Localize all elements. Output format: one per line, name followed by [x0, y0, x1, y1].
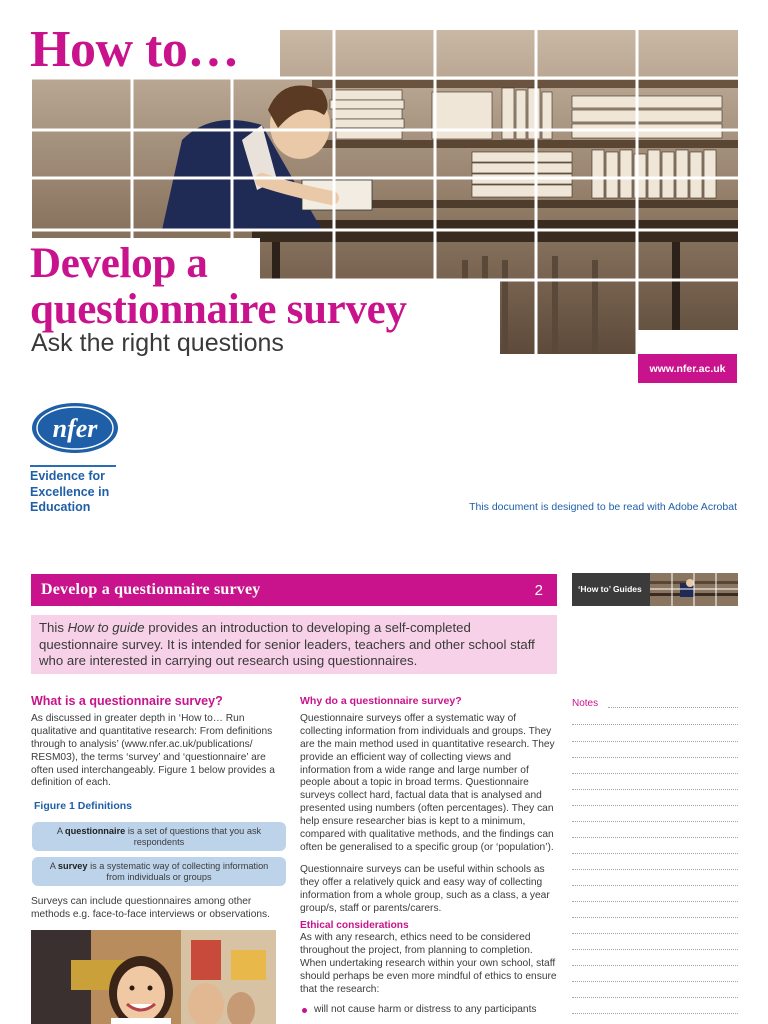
- intro-text-rest: provides an introduction to developing a self-completed questionnaire survey. It is intended for senior leaders, teachers and other school staff who are interested in carrying out research using questionnaires.: [39, 620, 535, 668]
- figure-1-label: Figure 1 Definitions: [34, 800, 133, 813]
- what-is-paragraph: As discussed in greater depth in ‘How to… Run qualitative and quantitative research: From definitions through to analysis’ (www.nfer.ac.uk/publications/ RESM03), the terms ‘survey’ and ‘questionnaire’ are often used interchangeably. Figure 1 below provides a definition of each.: [31, 712, 275, 789]
- column-1: [31, 695, 275, 922]
- nfer-tagline: [30, 469, 140, 516]
- note-line: [572, 869, 738, 870]
- cover-title-line-2: questionnaire survey: [30, 286, 407, 333]
- pupil-photo: [31, 930, 276, 1024]
- acrobat-note: This document is designed to be read with Adobe Acrobat: [469, 501, 737, 513]
- term-questionnaire: questionnaire: [65, 825, 126, 836]
- surveys-include-paragraph: Surveys can include questionnaires among other methods e.g. face-to-face interviews or observations.: [31, 896, 270, 921]
- note-line: [608, 707, 738, 708]
- note-line: [572, 741, 738, 742]
- page-number: 2: [534, 581, 543, 599]
- why-do-paragraph-1: Questionnaire surveys offer a systematic way of collecting information from individuals and groups. They are the main method used in quantitative research. They provide an efficient way of collecting views and information from a wide range and large number of people about a topic in broad terms. Questionnaire surveys collect hard, factual data that is analysed and presented using numbers (often percentages). They can help ensure researcher bias is kept to a minimum, compared with qualitative methods, and the findings can often be generalised to a specific group (or ‘population’).: [300, 712, 555, 853]
- note-line: [572, 821, 738, 822]
- note-line: [572, 1013, 738, 1014]
- tagline-line-2: Excellence in: [30, 484, 110, 499]
- logo-divider: [30, 465, 116, 467]
- note-line: [572, 773, 738, 774]
- term-survey: survey: [57, 860, 88, 871]
- note-line: [572, 789, 738, 790]
- column-2: [300, 695, 557, 1017]
- how-to-guides-link[interactable]: [572, 573, 738, 606]
- why-do-heading: Why do a questionnaire survey?: [300, 695, 462, 707]
- note-line: [572, 724, 738, 725]
- note-line: [572, 965, 738, 966]
- tagline-line-1: Evidence for: [30, 469, 106, 483]
- note-line: [572, 981, 738, 982]
- list-item: will not cause harm or distress to any participants: [300, 1004, 557, 1017]
- definition-questionnaire: A questionnaire is a set of questions that you ask respondents: [32, 822, 286, 851]
- page-header-title: Develop a questionnaire survey: [41, 581, 261, 598]
- notes-label: Notes: [572, 698, 599, 709]
- page-header-bar: [31, 574, 557, 606]
- note-line: [572, 933, 738, 934]
- nfer-logo: [30, 400, 120, 456]
- note-line: [572, 757, 738, 758]
- intro-box: [31, 615, 557, 674]
- definition-survey: A survey is a systematic way of collecting information from individuals or groups: [32, 857, 286, 886]
- why-do-paragraph-2: Questionnaire surveys can be useful within schools as they offer a relatively quick and easy way of collecting information from a whole group, such as a class, a year group/s, staff or parents/carers.: [300, 863, 550, 914]
- guides-label: ‘How to’ Guides: [578, 584, 642, 594]
- note-line: [572, 917, 738, 918]
- note-line: [572, 885, 738, 886]
- what-is-heading: What is a questionnaire survey?: [31, 694, 223, 708]
- page-2: [0, 540, 768, 1024]
- note-line: [572, 853, 738, 854]
- ethical-considerations-heading: Ethical considerations: [300, 919, 409, 931]
- intro-text-start: This: [39, 620, 68, 635]
- notes-area: [572, 698, 738, 709]
- ethics-bullet-list: [300, 1004, 557, 1017]
- how-to-heading: How to…: [30, 21, 239, 78]
- note-line: [572, 997, 738, 998]
- tagline-line-3: Education: [30, 500, 91, 514]
- note-line: [572, 805, 738, 806]
- cover-subtitle: Ask the right questions: [31, 329, 284, 357]
- guides-thumbnail: [650, 573, 738, 606]
- intro-guide-name: How to guide: [67, 620, 145, 635]
- note-line: [572, 901, 738, 902]
- nfer-website-link[interactable]: www.nfer.ac.uk: [638, 354, 737, 383]
- cover-title-line-1: Develop a: [30, 240, 208, 287]
- logo-wordmark: nfer: [52, 414, 98, 443]
- note-line: [572, 837, 738, 838]
- note-line: [572, 949, 738, 950]
- ethics-paragraph: As with any research, ethics need to be considered throughout the project, from planning to completion. When undertaking research within your own school, staff should perhaps be even more mindful of ethics to ensure that the research:: [300, 932, 557, 996]
